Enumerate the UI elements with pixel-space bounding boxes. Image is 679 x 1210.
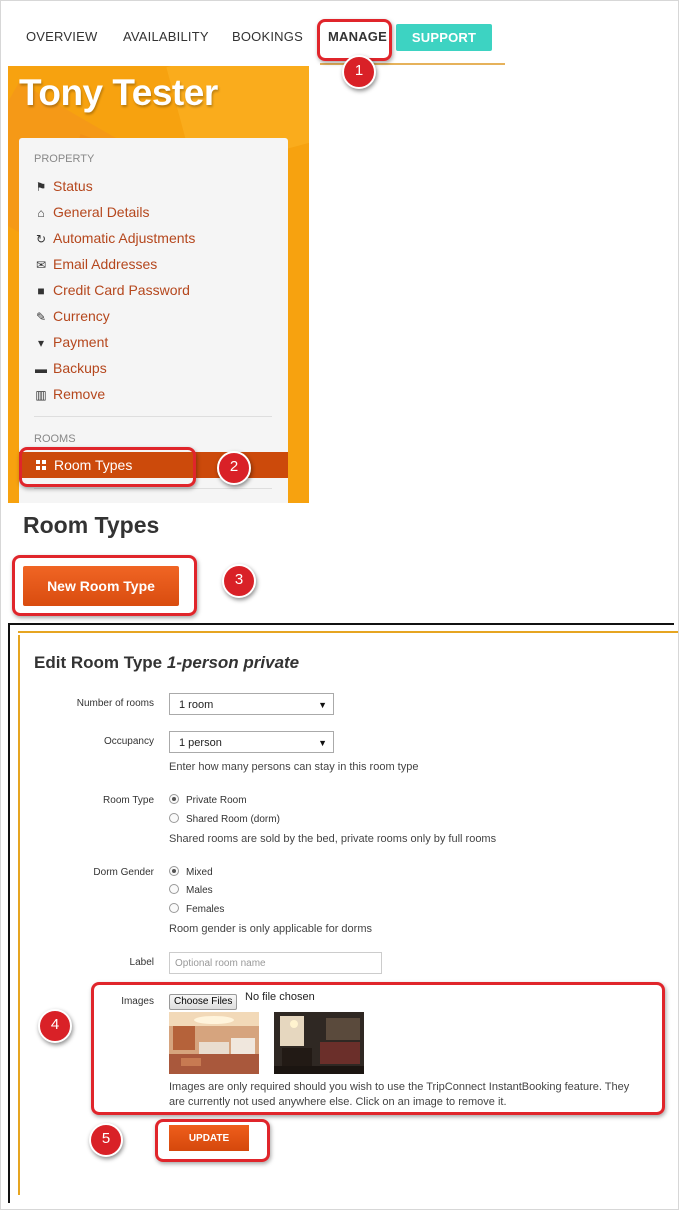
occupancy-label: Occupancy: [103, 736, 154, 747]
sidebar-item-label: Currency: [53, 308, 110, 324]
occupancy-select[interactable]: [169, 731, 334, 753]
radio-label: Private Room: [186, 795, 247, 806]
chevron-down-icon: ▼: [318, 738, 327, 748]
radio-label: Males: [186, 885, 213, 896]
nav-support[interactable]: SUPPORT: [396, 24, 492, 51]
sidebar-item-label: Email Addresses: [53, 256, 158, 272]
callout-badge-4: 4: [38, 1009, 72, 1043]
nav-overview[interactable]: OVERVIEW: [26, 29, 98, 44]
gender-option-males[interactable]: [169, 883, 213, 899]
callout-badge-3: 3: [222, 564, 256, 598]
sidebar-item-label: Credit Card Password: [53, 282, 190, 298]
cart-icon: ▾: [37, 336, 45, 350]
property-panel: [8, 66, 309, 503]
images-label: Images: [121, 996, 154, 1007]
new-room-type-button[interactable]: New Room Type: [23, 566, 179, 606]
radio-label: Shared Room (dorm): [186, 814, 280, 825]
radio-icon: [169, 903, 179, 913]
room-image-thumbnail[interactable]: [169, 1012, 259, 1074]
nav-manage[interactable]: MANAGE: [328, 29, 387, 44]
edit-room-type-panel: [8, 623, 674, 1203]
sidebar-menu: [19, 138, 288, 503]
panel-accent-line: [18, 635, 20, 1195]
grid-icon: [36, 460, 46, 470]
images-help-line: Images are only required should you wish to use the TripConnect InstantBooking feature. They: [169, 1081, 630, 1093]
number-of-rooms-select[interactable]: [169, 693, 334, 715]
occupancy-help-text: Enter how many persons can stay in this room type: [169, 761, 419, 773]
room-label-input[interactable]: [169, 952, 382, 974]
dorm-gender-help-text: Room gender is only applicable for dorms: [169, 923, 372, 935]
occupancy-value: 1 person: [179, 737, 222, 749]
number-of-rooms-label: Number of rooms: [76, 698, 154, 709]
edit-icon: ✎: [35, 310, 47, 324]
sidebar-item-currency[interactable]: [34, 305, 110, 327]
sidebar-divider: [34, 416, 272, 417]
sidebar-item-label: Room Types: [54, 457, 133, 473]
edit-title-lead: Edit Room Type: [34, 653, 163, 672]
sidebar-item-label: Remove: [53, 386, 106, 402]
sidebar-item-general-details[interactable]: [34, 201, 150, 223]
room-type-option-shared[interactable]: [169, 812, 280, 828]
sidebar-item-payment[interactable]: [34, 331, 108, 353]
sidebar-item-email-addresses[interactable]: [34, 253, 157, 275]
radio-selected-icon: [169, 866, 179, 876]
radio-icon: [169, 813, 179, 823]
edit-title-room-name: 1-person private: [166, 653, 300, 672]
flag-icon: ⚑: [35, 180, 47, 194]
update-button[interactable]: UPDATE: [169, 1125, 249, 1151]
radio-icon: [169, 884, 179, 894]
room-type-label: Room Type: [103, 795, 154, 806]
home-icon: ⌂: [37, 206, 45, 220]
sidebar-item-backups[interactable]: [34, 357, 107, 379]
sidebar-heading-property: PROPERTY: [34, 153, 95, 165]
callout-badge-2: 2: [217, 451, 251, 485]
sidebar-item-label: Status: [53, 178, 93, 194]
radio-selected-icon: [169, 794, 179, 804]
sidebar-item-label: General Details: [53, 204, 150, 220]
gender-option-females[interactable]: [169, 902, 224, 918]
room-image-thumbnail[interactable]: [274, 1012, 364, 1074]
number-of-rooms-value: 1 room: [179, 699, 214, 711]
sidebar-item-remove[interactable]: [34, 383, 105, 405]
room-type-option-private[interactable]: [169, 793, 247, 809]
lock-icon: ■: [37, 284, 45, 298]
callout-badge-5: 5: [89, 1123, 123, 1157]
sidebar-divider: [34, 488, 272, 489]
trash-icon: ▥: [35, 388, 47, 402]
sidebar-item-label: Automatic Adjustments: [53, 230, 196, 246]
sidebar-item-label: Payment: [53, 334, 109, 350]
gender-option-mixed[interactable]: [169, 865, 213, 881]
property-owner-name: Tony Tester: [19, 72, 218, 113]
room-label-label: Label: [129, 957, 154, 968]
sidebar-item-label: Backups: [53, 360, 107, 376]
images-help-line: are currently not used anywhere else. Click on an image to remove it.: [169, 1096, 507, 1108]
images-help-text: [169, 1080, 659, 1110]
no-file-chosen-text: No file chosen: [245, 991, 315, 1003]
nav-availability[interactable]: AVAILABILITY: [123, 29, 209, 44]
chevron-down-icon: ▼: [318, 700, 327, 710]
envelope-icon: ✉: [35, 258, 47, 272]
panel-accent-line: [18, 631, 678, 633]
room-type-help-text: Shared rooms are sold by the bed, private rooms only by full rooms: [169, 833, 497, 845]
dorm-gender-label: Dorm Gender: [93, 867, 154, 878]
drive-icon: ▬: [35, 362, 47, 376]
sidebar-item-credit-card-password[interactable]: [34, 279, 190, 301]
edit-room-type-title: [34, 653, 299, 673]
choose-files-button[interactable]: Choose Files: [169, 994, 237, 1010]
radio-label: Mixed: [186, 867, 213, 878]
sidebar-heading-rooms: ROOMS: [34, 433, 76, 445]
nav-bookings[interactable]: BOOKINGS: [232, 29, 303, 44]
refresh-icon: ↻: [35, 232, 47, 246]
callout-badge-1: 1: [342, 55, 376, 89]
sidebar-item-status[interactable]: [34, 175, 93, 197]
page-title: Room Types: [23, 512, 160, 538]
sidebar-item-automatic-adjustments[interactable]: [34, 227, 195, 249]
radio-label: Females: [186, 904, 225, 915]
